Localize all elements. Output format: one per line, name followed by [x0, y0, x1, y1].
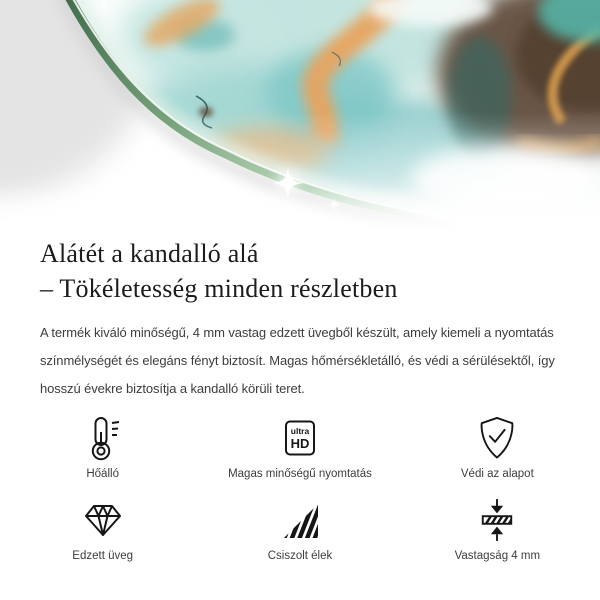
product-description: A termék kiváló minőségű, 4 mm vastag edzett üvegből készült, amely kiemeli a nyomtatás színmélységét és elegáns fényt biztosít. Magas hőmérsékletálló, és védi a sérülésektől, így hosszú évekre biztosítja a kandalló körüli teret. — [40, 325, 555, 396]
feature-label: Vastagság 4 mm — [454, 550, 541, 562]
feature-label: Edzett üveg — [72, 550, 134, 562]
feature-high-quality-print — [201, 413, 398, 489]
thermometer-icon — [83, 415, 123, 461]
feature-polished-edges — [201, 495, 398, 571]
ultra-hd-icon-text-top: ultra — [290, 426, 310, 436]
feature-thickness — [399, 495, 596, 571]
feature-heat-resistant — [4, 413, 201, 489]
ultra-hd-icon — [284, 419, 316, 457]
thickness-icon — [478, 498, 516, 542]
page-title — [40, 236, 560, 306]
feature-label: Magas minőségű nyomtatás — [228, 468, 372, 480]
feature-protects-base — [399, 413, 596, 489]
feature-label: Védi az alapot — [460, 468, 534, 480]
shield-check-icon — [476, 415, 518, 461]
feature-grid — [4, 413, 596, 571]
ultra-hd-icon-text-bottom: HD — [290, 436, 310, 451]
page-title-line1: Alátét a kandalló alá — [40, 239, 259, 268]
diamond-icon — [83, 502, 123, 538]
feature-label: Csiszolt élek — [267, 550, 333, 562]
beveled-edges-icon — [281, 501, 319, 539]
page-title-line2: – Tökéletesség minden részletben — [40, 274, 398, 303]
feature-tempered-glass — [4, 495, 201, 571]
product-photo — [0, 0, 600, 232]
feature-label: Hőálló — [86, 468, 119, 480]
